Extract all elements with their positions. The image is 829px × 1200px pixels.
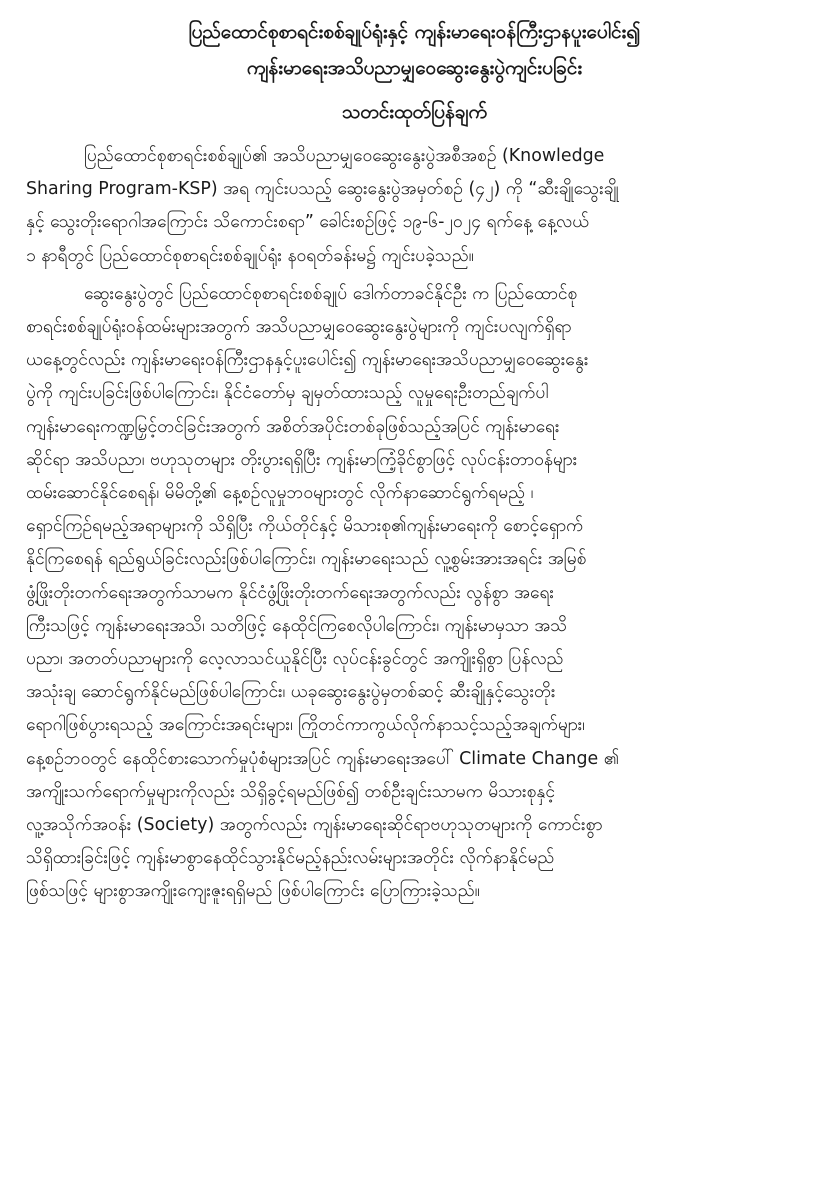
paragraph-line: ဆိုင်ရာ အသိပညာ၊ ဗဟုသုတများ တိုးပွားရရှိပြီး ကျန်းမာကြံ့ခိုင်စွာဖြင့် လုပ်ငန်းတာဝန်များ xyxy=(26,449,578,470)
paragraph-line: ဖွံ့ဖြိုးတိုးတက်ရေးအတွက်သာမက နိုင်ငံဖွံ့ဖြိုးတိုးတက်ရေးအတွက်လည်း လွန်စွာ အရေး xyxy=(26,582,554,603)
paragraph-line: ပညာ၊ အတတ်ပညာများကို လေ့လာသင်ယူနိုင်ပြီး လုပ်ငန်းခွင်တွင် အကျိုးရှိစွာ ပြန်လည် xyxy=(26,649,564,670)
paragraph-line: ကျန်းမာရေးကဏ္ဍမြှင့်တင်ခြင်းအတွက် အစိတ်အပိုင်းတစ်ခုဖြစ်သည့်အပြင် ကျန်းမာရေး xyxy=(26,416,560,437)
press-release-subtitle: သတင်းထုတ်ပြန်ချက် xyxy=(341,101,488,123)
paragraph-line: ကြီးသဖြင့် ကျန်းမာရေးအသိ၊ သတိဖြင့် နေထိုင်ကြစေလိုပါကြောင်း၊ ကျန်းမာမှသာ အသိ xyxy=(26,615,568,636)
paragraph-line: စာရင်းစစ်ချုပ်ရုံးဝန်ထမ်းများအတွက် အသိပညာမျှဝေဆွေးနွေးပွဲများကို ကျင်းပလျက်ရှိရာ xyxy=(26,317,572,338)
paragraph-line: ယနေ့တွင်လည်း ကျန်းမာရေးဝန်ကြီးဌာနနှင့်ပူးပေါင်း၍ ကျန်းမာရေးအသိပညာမျှဝေဆွေးနွေး xyxy=(26,350,589,371)
paragraph-line: လူ့အသိုက်အဝန်း (Society) အတွက်လည်း ကျန်းမာရေးဆိုင်ရာဗဟုသုတများကို ကောင်းစွာ xyxy=(26,815,603,836)
paragraph-line: ပြည်ထောင်စုစာရင်းစစ်ချုပ်၏ အသိပညာမျှဝေဆွေးနွေးပွဲအစီအစဉ် (Knowledge xyxy=(84,146,605,166)
paragraph-line: သိရှိထားခြင်းဖြင့် ကျန်းမာစွာနေထိုင်သွားနိုင်မည့်နည်းလမ်းများအတိုင်း လိုက်နာနိုင်မည် xyxy=(26,848,555,869)
paragraph-line: ရောဂါဖြစ်ပွားရသည့် အကြောင်းအရင်းများ၊ ကြိုတင်ကာကွယ်လိုက်နာသင့်သည့်အချက်များ၊ xyxy=(26,715,585,736)
paragraph-2 xyxy=(26,278,803,909)
paragraph-line: ဆွေးနွေးပွဲတွင် ပြည်ထောင်စုစာရင်းစစ်ချုပ် ဒေါက်တာခင်နိုင်ဦး က ပြည်ထောင်စု xyxy=(84,283,578,304)
paragraph-line: ၁ နာရီတွင် ပြည်ထောင်စုစာရင်းစစ်ချုပ်ရုံး န၀ရတ်ခန်းမ၌ ကျင်းပခဲ့သည်။ xyxy=(26,245,474,266)
paragraph-line: အကျိုးသက်ရောက်မှုများကိုလည်း သိရှိခွင့်ရမည်ဖြစ်၍ တစ်ဦးချင်းသာမက မိသားစုနှင့် xyxy=(26,781,556,802)
paragraph-line: Sharing Program-KSP) အရ ကျင်းပသည့် ဆွေးနွေးပွဲအမှတ်စဉ် (၄၂) ကို “ဆီးချိုသွေးချို xyxy=(26,179,619,200)
paragraph-line: နိုင်ကြစေရန် ရည်ရွယ်ခြင်းလည်းဖြစ်ပါကြောင်း၊ ကျန်းမာရေးသည် လူ့စွမ်းအားအရင်း အမြစ် xyxy=(26,549,587,570)
headline-line-1: ပြည်ထောင်စုစာရင်းစစ်ချုပ်ရုံးနှင့် ကျန်းမာရေးဝန်ကြီးဌာနပူးပေါင်း၍ xyxy=(188,21,641,43)
headline-line-2: ကျန်းမာရေးအသိပညာမျှဝေဆွေးနွေးပွဲကျင်းပခြင်း xyxy=(246,57,583,79)
paragraph-line: ရှောင်ကြဉ်ရမည့်အရာများကို သိရှိပြီး ကိုယ်တိုင်နှင့် မိသားစု၏ကျန်းမာရေးကို စောင့်ရှောက် xyxy=(26,516,584,537)
paragraph-1 xyxy=(26,140,803,273)
paragraph-line: နှင့် သွေးတိုးရောဂါအကြောင်း သိကောင်းစရာ” ခေါင်းစဉ်ဖြင့် ၁၉-၆-၂၀၂၄ ရက်နေ့ နေ့လယ် xyxy=(26,212,590,233)
paragraph-line: ပွဲကို ကျင်းပခြင်းဖြစ်ပါကြောင်း၊ နိုင်ငံတော်မှ ချမှတ်ထားသည့် လူမှုရေးဦးတည်ချက်ပါ xyxy=(26,383,549,404)
paragraph-line: အသုံးချ ဆောင်ရွက်နိုင်မည်ဖြစ်ပါကြောင်း၊ ယခုဆွေးနွေးပွဲမှတစ်ဆင့် ဆီးချိုနှင့်သွေးတိုး xyxy=(26,682,556,703)
paragraph-line: နေ့စဉ်ဘဝတွင် နေထိုင်စားသောက်မှုပုံစံများအပြင် ကျန်းမာရေးအပေါ် Climate Change ၏ xyxy=(26,748,620,769)
paragraph-line: ဖြစ်သဖြင့် များစွာအကျိုးကျေးဇူးရရှိမည် ဖြစ်ပါကြောင်း ပြောကြားခဲ့သည်။ xyxy=(26,881,480,902)
paragraph-line: ထမ်းဆောင်နိုင်စေရန်၊ မိမိတို့၏ နေ့စဉ်လူမှုဘဝများတွင် လိုက်နာဆောင်ရွက်ရမည့် ၊ xyxy=(26,483,534,504)
